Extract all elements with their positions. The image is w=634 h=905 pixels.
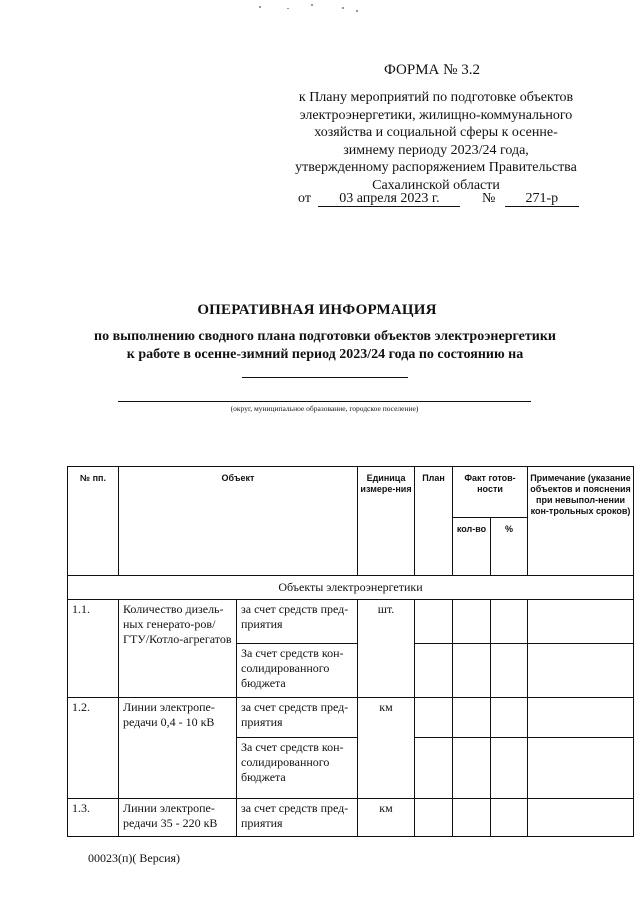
district-underline [118,401,531,402]
row-num: 1.2. [68,698,119,799]
row-unit: км [358,799,415,837]
cell-fact-pct [491,799,528,837]
form-number: ФОРМА № 3.2 [384,62,480,78]
appendix-line: утвержденному распоряжением Правительства [295,160,577,176]
scan-speck [311,4,313,6]
cell-note [528,738,634,799]
appendix-line: Сахалинской области [372,177,500,193]
cell-note [528,600,634,644]
cell-fact-qty [453,738,491,799]
cell-plan [415,799,453,837]
date-prefix: от [298,191,311,206]
number-prefix: № [481,191,496,206]
cell-note [528,799,634,837]
appendix-line: зимнему периоду 2023/24 года, [343,142,529,158]
scan-speck [342,7,344,9]
cell-fact-pct [491,738,528,799]
row-unit: км [358,698,415,799]
row-unit: шт. [358,600,415,698]
header-num: № пп. [68,467,119,576]
status-date-blank [242,363,408,378]
cell-fact-qty [453,600,491,644]
header-object: Объект [119,467,358,576]
cell-fact-qty [453,698,491,738]
appendix-line: электроэнергетики, жилищно-коммунального [299,107,573,123]
header-plan: План [415,467,453,576]
header-fact: Факт готов-ности [453,467,528,518]
row-object: Количество дизель-ных генерато-ров/ГТУ/Котло-агрегатов [119,600,237,698]
scan-speck [287,8,289,9]
header-unit: Единица измере-ния [358,467,415,576]
cell-fact-pct [491,600,528,644]
scan-speck [356,10,358,12]
table-row [68,698,634,738]
cell-plan [415,738,453,799]
document-title: ОПЕРАТИВНАЯ ИНФОРМАЦИЯ [197,302,437,318]
cell-note [528,644,634,698]
appendix-line: хозяйства и социальной сферы к осенне- [314,125,558,141]
header-note: Примечание (указание объектов и пояснения при невыпол-нении кон-трольных сроков) [528,467,634,576]
appendix-line: к Плану мероприятий по подготовке объектов [298,90,574,105]
cell-plan [415,698,453,738]
row-funding-budget: За счет средств кон-солидированного бюджета [237,644,358,698]
table-row [68,600,634,644]
header-fact-pct: % [491,518,528,576]
document-subtitle [90,328,560,384]
order-number: 271-р [505,191,579,207]
subtitle-text: по выполнению сводного плана подготовки объектов электроэнергетики к работе в осенне-зимний период 2023/24 года по состоянию на [94,329,556,362]
row-num: 1.1. [68,600,119,698]
cell-note [528,698,634,738]
approval-date: 03 апреля 2023 г. [318,191,460,207]
row-funding-enterprise: за счет средств пред-приятия [237,799,358,837]
cell-fact-qty [453,799,491,837]
cell-plan [415,600,453,644]
header-fact-qty: кол-во [453,518,491,576]
section-header: Объекты электроэнергетики [68,576,634,600]
footer-code: 00023(п)( Версия) [88,851,181,865]
row-funding-budget: За счет средств кон-солидированного бюджета [237,738,358,799]
row-num: 1.3. [68,799,119,837]
cell-fact-pct [491,644,528,698]
cell-fact-pct [491,698,528,738]
approval-date-line [298,191,579,207]
cell-plan [415,644,453,698]
cell-fact-qty [453,644,491,698]
row-funding-enterprise: за счет средств пред-приятия [237,600,358,644]
scan-speck [259,6,261,8]
appendix-reference [280,89,592,195]
district-caption: (округ, муниципальное образование, городское поселение) [230,404,419,413]
row-object: Линии электропе-редачи 35 - 220 кВ [119,799,237,837]
table-row [68,799,634,837]
operations-table [67,466,634,837]
row-funding-enterprise: за счет средств пред-приятия [237,698,358,738]
row-object: Линии электропе-редачи 0,4 - 10 кВ [119,698,237,799]
